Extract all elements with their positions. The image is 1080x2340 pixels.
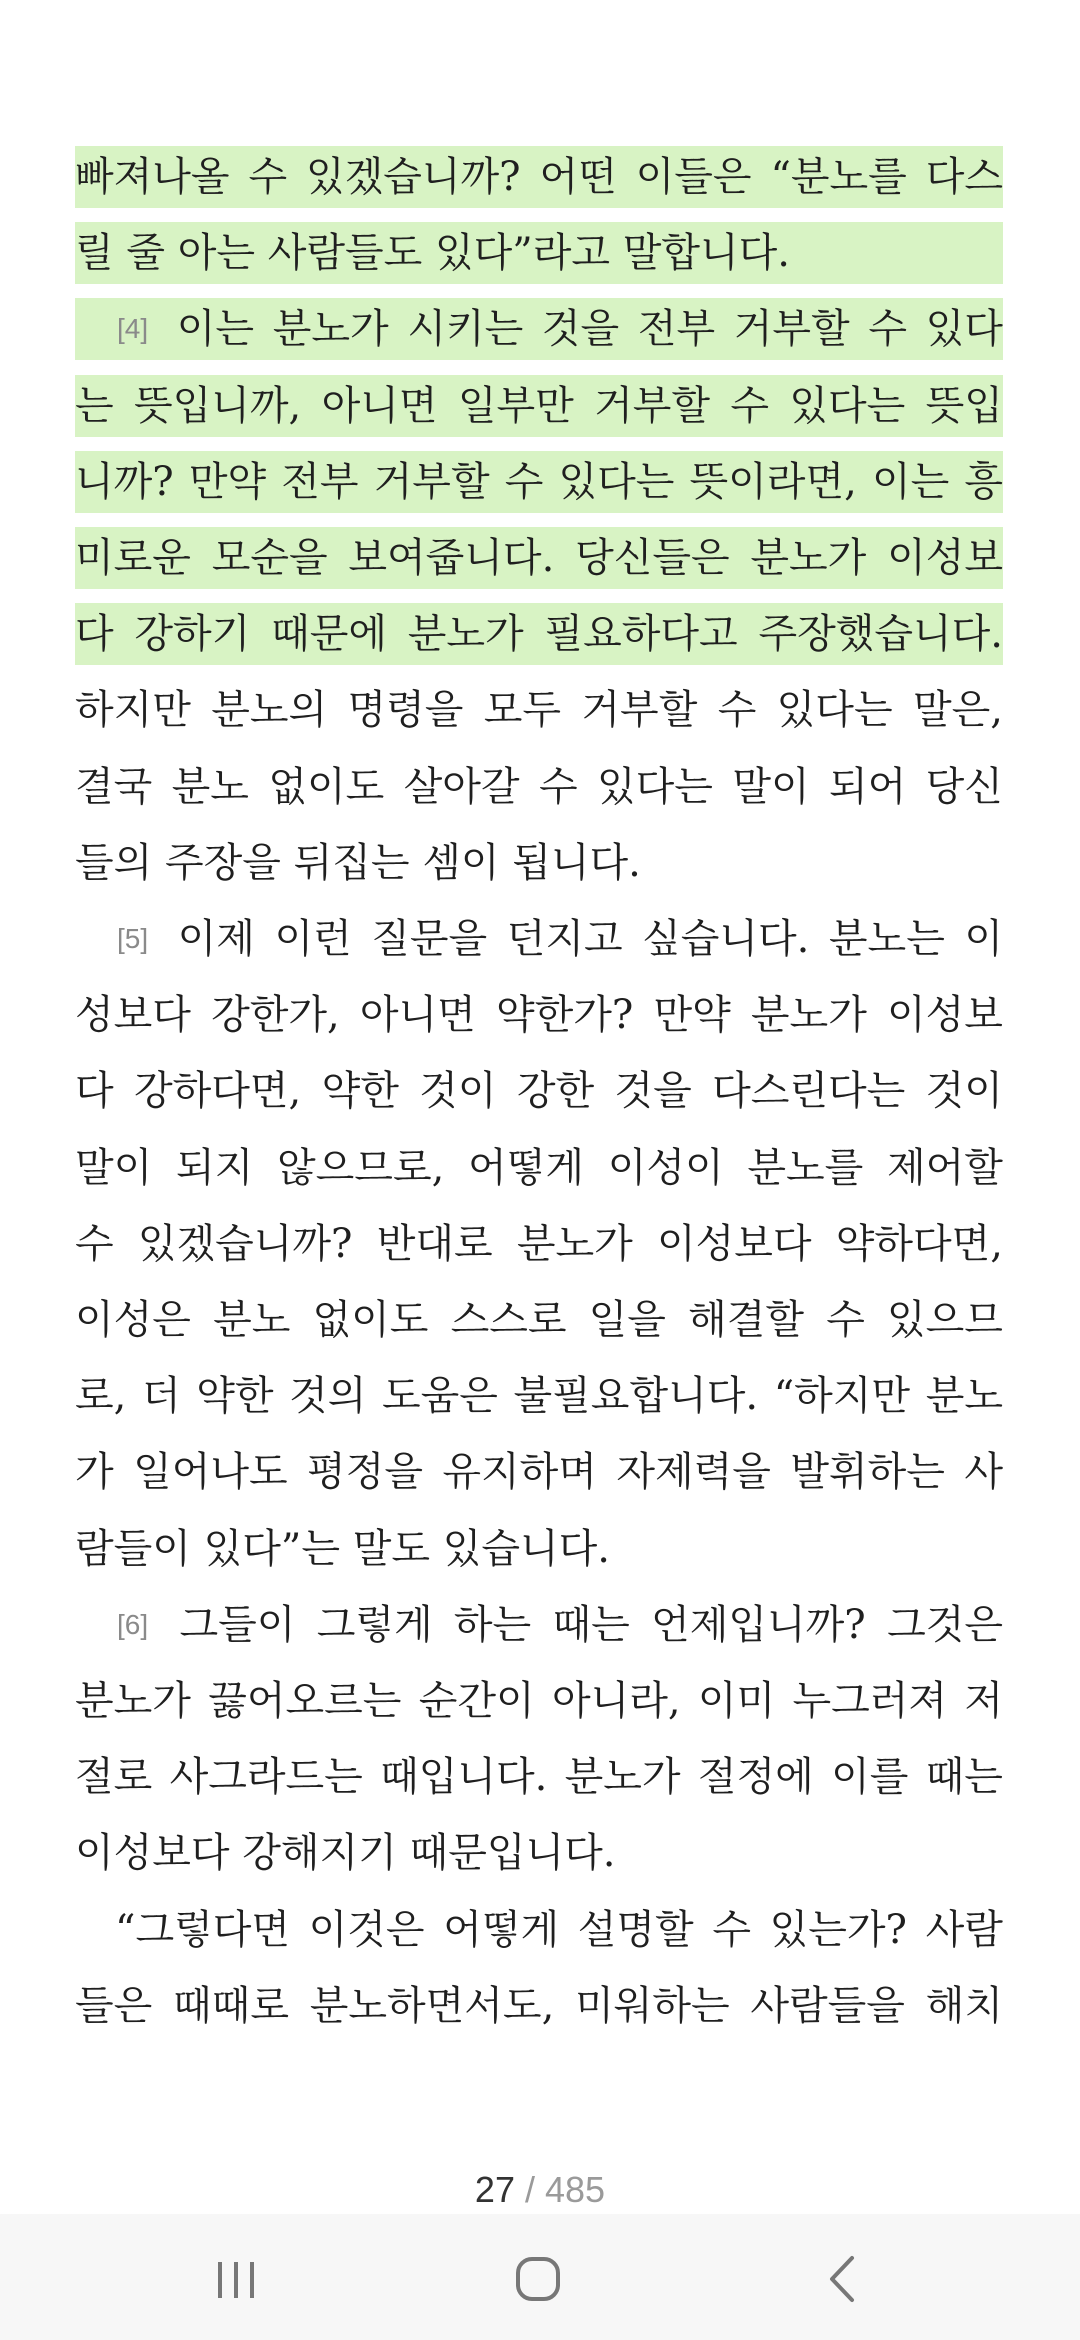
word: 없이도 [312, 1297, 429, 1343]
word: 이성이 [607, 1144, 724, 1191]
word: 해치 [925, 1982, 1003, 2029]
word: 수 [712, 1906, 751, 1953]
text-line [75, 527, 1003, 589]
text-line [75, 1365, 1003, 1427]
word: 수 [248, 154, 288, 200]
word: 만약 [188, 458, 267, 505]
word: 분노가 [516, 1220, 633, 1267]
system-navigation-bar [0, 2214, 1080, 2340]
word: 모순을 [211, 535, 328, 581]
text-line [75, 1975, 1003, 2037]
line-text: 이성보다 강해지기 때문입니다. [75, 1830, 616, 1877]
word: 는 [75, 382, 114, 429]
word: 수 [868, 306, 907, 353]
word: 분노는 [828, 916, 945, 962]
text-line [75, 1441, 1003, 1503]
word: 모두 [483, 687, 562, 734]
word: 명령을 [347, 687, 464, 734]
word: 말이 [732, 763, 810, 810]
word: 주장했습니다. [758, 611, 1003, 658]
word: 사람 [925, 1906, 1003, 1953]
word: 빠져나올 [75, 154, 230, 200]
back-icon [780, 2242, 900, 2312]
word: 만약 [653, 992, 731, 1039]
word: 로, [75, 1373, 127, 1420]
text-line [75, 1289, 1003, 1351]
text-line [75, 603, 1003, 665]
word: 약하다면, [835, 1220, 1003, 1267]
text-line [75, 1899, 1003, 1961]
text-line [75, 451, 1003, 513]
word: 이것은 [308, 1906, 425, 1953]
home-button[interactable] [478, 2242, 598, 2312]
word: 없이도 [268, 763, 385, 810]
word: 것이 [419, 1068, 497, 1115]
recents-button[interactable] [176, 2242, 296, 2312]
word: 약한 [321, 1068, 399, 1115]
word: 누그러져 [792, 1678, 948, 1724]
word: 이 [964, 916, 1003, 962]
text-line [75, 1213, 1003, 1275]
word: 하는 [453, 1601, 532, 1648]
word: 일어나도 [133, 1449, 288, 1496]
word: 다 [75, 1068, 114, 1115]
word: 분노하면서도, [309, 1982, 555, 2029]
word: 강하다면, [133, 1068, 302, 1115]
word: 이는 [176, 306, 255, 353]
word: 분노가 [272, 306, 389, 353]
word: 절정에 [697, 1754, 814, 1801]
word: 당신들은 [575, 535, 730, 581]
word: 이성보다 [656, 1220, 812, 1267]
word: 것을 [541, 306, 620, 353]
word: 일을 [588, 1297, 666, 1343]
word: 결국 [75, 763, 153, 810]
word: 가 [75, 1449, 114, 1496]
word: 발휘하는 [790, 1449, 945, 1496]
word: “분노를 [770, 154, 907, 200]
word: 있다는 [597, 763, 713, 810]
word: 때입니다. [380, 1754, 548, 1801]
word: 그들이 [179, 1601, 296, 1648]
word: 끓어오르는 [208, 1678, 402, 1724]
word: 있겠습니까? [305, 154, 521, 200]
word: 질문을 [371, 916, 488, 962]
word: 거부할 [373, 458, 490, 505]
word: 싶습니다. [642, 916, 810, 962]
paragraph-number-marker: [5] [117, 923, 149, 954]
word: 미워하는 [575, 1982, 730, 2029]
word: 이성은 [75, 1297, 191, 1343]
word: 있겠습니까? [137, 1220, 353, 1267]
back-button[interactable] [780, 2242, 900, 2312]
text-line [75, 984, 1003, 1046]
word: 분노가 [407, 611, 524, 658]
word: 평정을 [307, 1449, 423, 1496]
text-line [75, 1670, 1003, 1732]
text-line [75, 679, 1003, 741]
word: 강하기 [134, 611, 251, 658]
word: 분노 [171, 763, 249, 810]
word: 수 [504, 458, 544, 505]
word: 약한가? [495, 992, 634, 1039]
word: 수 [75, 1220, 114, 1267]
word: 강한 [516, 1068, 595, 1115]
word: 당신 [925, 763, 1003, 810]
word: 분노 [925, 1373, 1003, 1420]
word: 거부할 [733, 306, 850, 353]
word: 수 [538, 763, 578, 810]
word: 어떻게 [443, 1906, 560, 1953]
word: 때때로 [173, 1982, 289, 2029]
word: 스스로 [450, 1297, 567, 1343]
word: 되지 [176, 1144, 254, 1191]
word: 도움은 [382, 1373, 498, 1420]
word: 더 [141, 1373, 181, 1420]
word: 뜻입 [925, 382, 1003, 429]
word: 저 [964, 1678, 1003, 1724]
word: 있는가? [769, 1906, 907, 1953]
word: 던지고 [506, 916, 623, 962]
word: 아니면 [321, 382, 438, 429]
word: 분노가 [750, 992, 867, 1039]
text-line [75, 375, 1003, 437]
word: 분노가 [564, 1754, 681, 1801]
word: 있다 [925, 306, 1003, 353]
word: 수 [826, 1297, 865, 1343]
word: 이런 [274, 916, 352, 962]
word: 불필요합니다. [513, 1373, 759, 1420]
recents-icon [176, 2242, 296, 2312]
word: 일부만 [457, 382, 574, 429]
word: 언제입니까? [651, 1601, 866, 1648]
line-text: 람들이 있다”는 말도 있습니다. [75, 1525, 610, 1572]
word: 수 [717, 687, 757, 734]
word: 있다는 [776, 687, 893, 734]
word: 들은 [75, 1982, 153, 2029]
word: 필요하다고 [544, 611, 738, 658]
word: 전부 [637, 306, 716, 353]
word: 아니라, [551, 1678, 681, 1724]
paragraph-number-marker: [6] [117, 1608, 149, 1640]
word: 미로운 [75, 535, 191, 581]
text-line [75, 832, 1003, 894]
word: 다스 [925, 154, 1003, 200]
word: 있다는 [789, 382, 906, 429]
word: 것의 [289, 1373, 367, 1420]
word: 어떤 [539, 154, 617, 200]
word: 이성보 [887, 535, 1003, 581]
word: 되어 [828, 763, 907, 810]
word: 다스린다는 [712, 1068, 906, 1115]
text-line [75, 1137, 1003, 1199]
paragraph-start-line [75, 1594, 1003, 1656]
home-icon [478, 2242, 598, 2312]
word: 시키는 [407, 306, 524, 353]
word: 이미 [697, 1678, 776, 1724]
word: 분노의 [211, 687, 328, 734]
word: 그렇게 [316, 1601, 433, 1648]
word: 말은, [912, 687, 1003, 734]
word: 흥 [964, 458, 1003, 505]
word: 어떻게 [468, 1144, 584, 1191]
word: 것이 [925, 1068, 1003, 1115]
line-text: 릴 줄 아는 사람들도 있다”라고 말합니다. [75, 230, 790, 277]
page-total: 485 [544, 2169, 606, 2210]
word: 사그라드는 [169, 1754, 363, 1801]
word: 설명할 [577, 1906, 694, 1953]
word: “하지만 [773, 1373, 911, 1420]
word: 이성보 [887, 992, 1003, 1039]
word: 살아갈 [403, 763, 520, 810]
page-separator: / [514, 2169, 545, 2210]
word: 때문에 [271, 611, 388, 658]
word: 이들은 [635, 154, 752, 200]
word: 말이 [75, 1144, 153, 1191]
line-text: 들의 주장을 뒤집는 셈이 됩니다. [75, 839, 641, 886]
word: 뜻입니까, [133, 382, 302, 429]
word: 유지하며 [442, 1449, 597, 1496]
word: 것을 [614, 1068, 692, 1115]
word: 아니면 [359, 992, 476, 1039]
text-line [75, 756, 1003, 818]
word: 있다는 [558, 458, 675, 505]
word: 않으므로, [277, 1144, 445, 1191]
word: 해결할 [688, 1297, 805, 1343]
word: “그렇다면 [115, 1906, 291, 1953]
text-line [75, 1746, 1003, 1808]
word: 전부 [281, 458, 359, 505]
word: 뜻이라면, [689, 458, 857, 505]
paragraph-number-marker: [4] [117, 313, 149, 345]
word: 다 [75, 611, 114, 658]
word: 거부할 [594, 382, 711, 429]
text-line [75, 146, 1003, 208]
word: 절로 [75, 1754, 153, 1801]
word: 제어할 [887, 1144, 1003, 1191]
page-indicator [0, 2160, 1080, 2220]
word: 니까? [75, 458, 174, 505]
word: 사 [964, 1449, 1003, 1496]
word: 있으므 [886, 1297, 1003, 1343]
paragraph-start-line [75, 908, 1003, 970]
word: 때는 [925, 1754, 1003, 1801]
word: 반대로 [376, 1220, 493, 1267]
word: 이제 [177, 916, 255, 962]
page-current: 27 [474, 2169, 515, 2210]
word: 수 [730, 382, 770, 429]
word: 약한 [196, 1373, 274, 1420]
word: 분노를 [747, 1144, 864, 1191]
paragraph-start-line [75, 298, 1003, 360]
text-line [75, 222, 1003, 284]
word: 사람들을 [750, 1982, 905, 2029]
text-line [75, 1060, 1003, 1122]
word: 분노가 [750, 535, 867, 581]
text-line [75, 1822, 1003, 1884]
word: 자제력을 [616, 1449, 771, 1496]
word: 때는 [552, 1601, 630, 1648]
word: 순간이 [418, 1678, 535, 1724]
text-line [75, 1518, 1003, 1580]
word: 거부할 [581, 687, 698, 734]
word: 이는 [871, 458, 950, 505]
word: 분노 [213, 1297, 291, 1343]
word: 성보다 [75, 992, 191, 1039]
word: 하지만 [75, 687, 191, 734]
word: 이를 [831, 1754, 909, 1801]
word: 그것은 [887, 1601, 1003, 1648]
word: 강한가, [211, 992, 340, 1039]
word: 보여줍니다. [348, 535, 555, 581]
word: 분노가 [75, 1678, 191, 1724]
